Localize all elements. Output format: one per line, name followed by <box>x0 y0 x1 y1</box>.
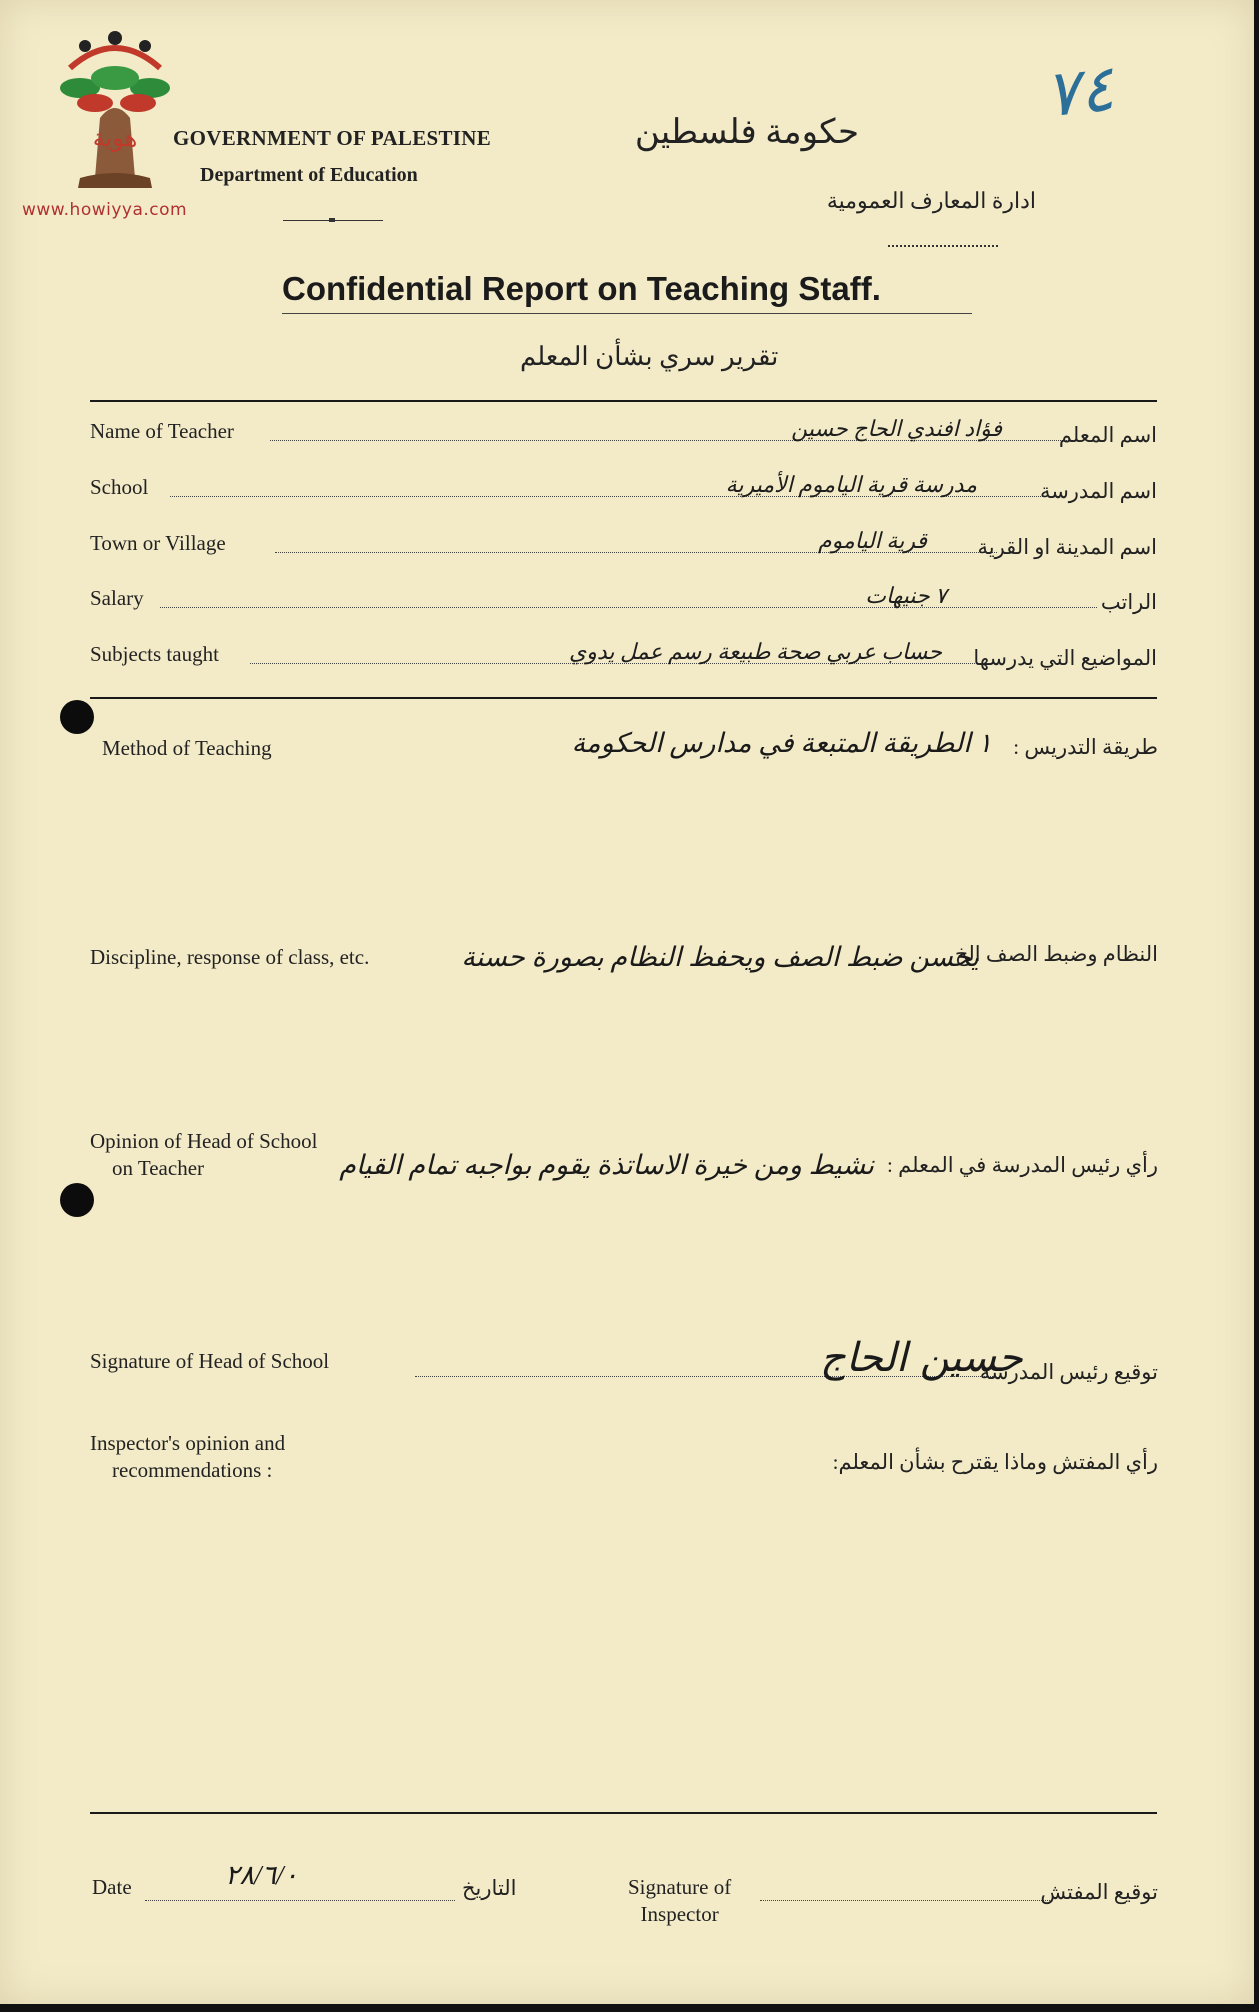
inspector-arabic-label: رأي المفتش وماذا يقترح بشأن المعلم: <box>832 1450 1158 1474</box>
field-arabic-label: الراتب <box>1100 590 1157 614</box>
inspector-label-line2: recommendations : <box>112 1458 273 1483</box>
inspector-signature-label <box>628 1874 731 1929</box>
date-arabic-label: التاريخ <box>462 1876 517 1900</box>
arabic-report-title: تقرير سري بشأن المعلم <box>520 342 779 371</box>
field-arabic-label: اسم المدرسة <box>1039 479 1157 503</box>
field-subjects-taught <box>90 633 1157 673</box>
date-handwritten-value: ٢٨/٦/٠ <box>225 1860 299 1890</box>
field-name-of-teacher <box>90 410 1157 450</box>
method-handwritten-value: ١ الطريقة المتبعة في مدارس الحكومة <box>571 728 992 758</box>
date-dotted-line <box>145 1900 455 1901</box>
field-label: School <box>90 475 149 499</box>
inspector-signature-line2: Inspector <box>640 1902 719 1927</box>
signature-head-arabic-label: توقيع رئيس المدرسة <box>979 1360 1158 1384</box>
inspector-opinion-label <box>90 1430 285 1485</box>
department-heading: Department of Education <box>200 164 418 186</box>
arabic-department-heading: ادارة المعارف العمومية <box>826 188 1036 213</box>
field-value: قرية الياموم <box>817 528 927 553</box>
method-arabic-label: طريقة التدريس : <box>1013 735 1158 759</box>
field-town-or-village <box>90 522 1157 562</box>
field-label: Town or Village <box>90 531 226 555</box>
field-value: ٧ جنيهات <box>865 583 947 608</box>
field-arabic-label: اسم المدينة او القرية <box>977 535 1157 559</box>
header-divider-right <box>888 245 998 247</box>
field-value: فؤاد افندي الحاج حسين <box>791 416 1002 441</box>
report-title: Confidential Report on Teaching Staff. <box>282 270 881 307</box>
method-of-teaching-label: Method of Teaching <box>102 736 272 760</box>
opinion-label-line2: on Teacher <box>112 1156 205 1181</box>
field-value: مدرسة قرية الياموم الأميرية <box>725 472 977 497</box>
field-value: حساب عربي صحة طبيعة رسم عمل يدوي <box>569 639 942 664</box>
title-underline <box>282 313 972 314</box>
inspector-label-line1: Inspector's opinion and <box>90 1431 286 1455</box>
field-arabic-label: المواضيع التي يدرسها <box>973 646 1157 670</box>
field-label: Subjects taught <box>90 642 219 666</box>
opinion-handwritten-value: نشيط ومن خيرة الاساتذة يقوم بواجبه تمام القيام <box>339 1150 874 1180</box>
opinion-label <box>90 1128 317 1183</box>
field-school <box>90 466 1157 506</box>
punch-hole-top <box>60 700 94 734</box>
scan-edge-right <box>1254 0 1259 2012</box>
svg-text:هوية: هوية <box>92 124 138 152</box>
head-signature: حسين الحاج <box>820 1335 1023 1381</box>
inspector-signature-arabic-label: توقيع المفتش <box>1040 1880 1158 1904</box>
discipline-handwritten-value: يحسن ضبط الصف ويحفظ النظام بصورة حسنة <box>461 942 979 972</box>
top-rule <box>90 400 1157 402</box>
inspector-signature-line1: Signature of <box>628 1875 732 1899</box>
handwritten-file-number: ٧٤ <box>1041 51 1118 133</box>
government-heading: GOVERNMENT OF PALESTINE <box>173 126 492 150</box>
punch-hole-bottom <box>60 1183 94 1217</box>
field-label: Name of Teacher <box>90 419 234 443</box>
arabic-government-heading: حكومة فلسطين <box>634 114 859 151</box>
field-arabic-label: اسم المعلم <box>1058 423 1157 447</box>
header-divider-left <box>283 220 383 221</box>
inspector-signature-dotted-line <box>760 1900 1050 1901</box>
field-label: Salary <box>90 586 144 610</box>
watermark-url: www.howiyya.com <box>22 200 188 220</box>
field-salary <box>90 577 1157 617</box>
field-dotted-line <box>160 607 1097 608</box>
footer-rule <box>90 1812 1157 1814</box>
opinion-arabic-label: رأي رئيس المدرسة في المعلم : <box>887 1153 1158 1177</box>
date-label: Date <box>92 1875 132 1899</box>
howiyya-logo <box>40 28 190 198</box>
scan-edge-bottom <box>0 2004 1259 2012</box>
discipline-arabic-label: النظام وضبط الصف الخ <box>954 942 1158 966</box>
opinion-label-line1: Opinion of Head of School <box>90 1129 318 1153</box>
fields-bottom-rule <box>90 697 1157 699</box>
discipline-label: Discipline, response of class, etc. <box>90 945 370 969</box>
signature-head-label: Signature of Head of School <box>90 1349 330 1373</box>
